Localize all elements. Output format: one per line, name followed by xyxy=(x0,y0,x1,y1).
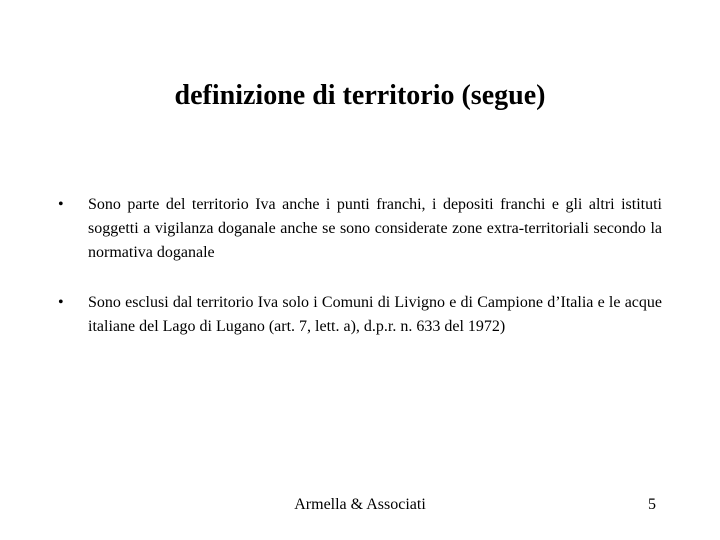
page-number: 5 xyxy=(648,496,656,513)
bullet-text: Sono parte del territorio Iva anche i punti franchi, i depositi franchi e gli altri istituti soggetti a vigilanza doganale anche se sono considerate zone extra-territoriali secondo la normativa doganale xyxy=(88,196,662,261)
bullet-item xyxy=(58,291,662,339)
footer-text: Armella & Associati xyxy=(294,496,426,513)
bullet-text: Sono esclusi dal territorio Iva solo i Comuni di Livigno e di Campione d’Italia e le acque italiane del Lago di Lugano (art. 7, lett. a), d.p.r. n. 633 del 1972) xyxy=(88,294,662,335)
bullet-item xyxy=(58,193,662,265)
bullet-icon: • xyxy=(58,196,64,213)
bullet-icon: • xyxy=(58,294,64,311)
bullet-list xyxy=(58,193,662,365)
slide-title: definizione di territorio (segue) xyxy=(174,80,546,111)
